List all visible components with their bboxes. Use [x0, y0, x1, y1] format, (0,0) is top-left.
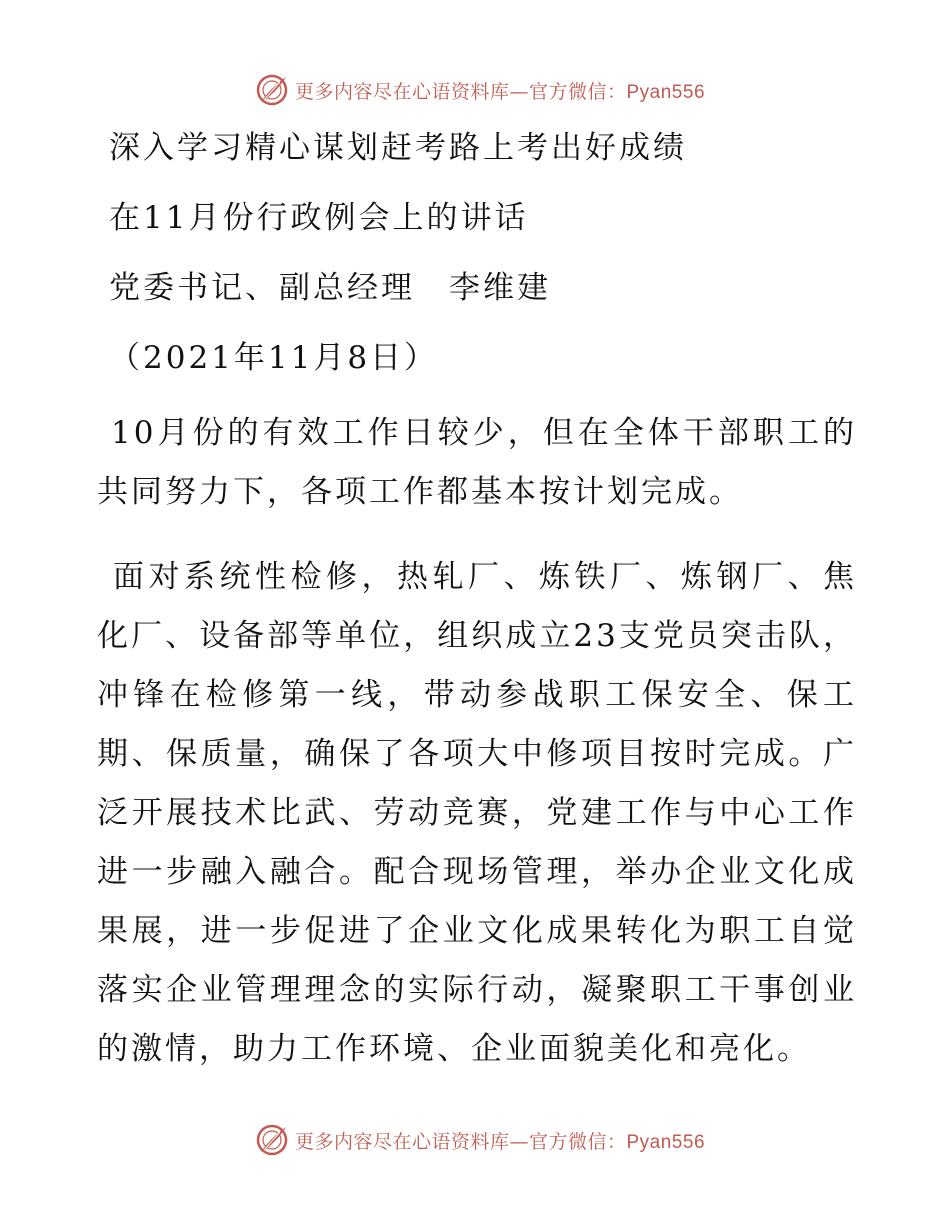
document-author: 党委书记、副总经理 李维建	[109, 270, 551, 306]
document-subtitle: 在11月份行政例会上的讲话	[109, 200, 529, 236]
feather-pen-circle-icon	[255, 1123, 289, 1157]
watermark-text: 更多内容尽在心语资料库—官方微信：Pyan556	[294, 80, 706, 103]
footer-watermark-banner	[0, 1120, 950, 1160]
watermark-text: 更多内容尽在心语资料库—官方微信：Pyan556	[294, 1130, 706, 1153]
paragraph-text: 面对系统性检修，热轧厂、炼铁厂、炼钢厂、焦化厂、设备部等单位，组织成立23支党员突击队，冲锋在检修第一线，带动参战职工保安全、保工期、保质量，确保了各项大中修项目按时完成。广泛开展技术比武、劳动竞赛，党建工作与中心工作进一步融入融合。配合现场管理，举办企业文化成果展，进一步促进了企业文化成果转化为职工自觉落实企业管理理念的实际行动，凝聚职工干事创业的激情，助力工作环境、企业面貌美化和亮化。	[97, 559, 857, 1067]
document-body	[97, 120, 857, 1079]
document-title: 深入学习精心谋划赶考路上考出好成绩	[109, 130, 687, 166]
watermark-group	[255, 1123, 705, 1157]
header-watermark-banner	[0, 70, 950, 110]
paragraph-2	[97, 548, 857, 1079]
paragraph-text: 10月份的有效工作日较少，但在全体干部职工的共同努力下，各项工作都基本按计划完成。	[97, 415, 857, 510]
paragraph-1	[97, 404, 857, 522]
document-date: （2021年11月8日）	[109, 340, 439, 376]
feather-pen-circle-icon	[255, 73, 289, 107]
watermark-group	[255, 73, 705, 107]
